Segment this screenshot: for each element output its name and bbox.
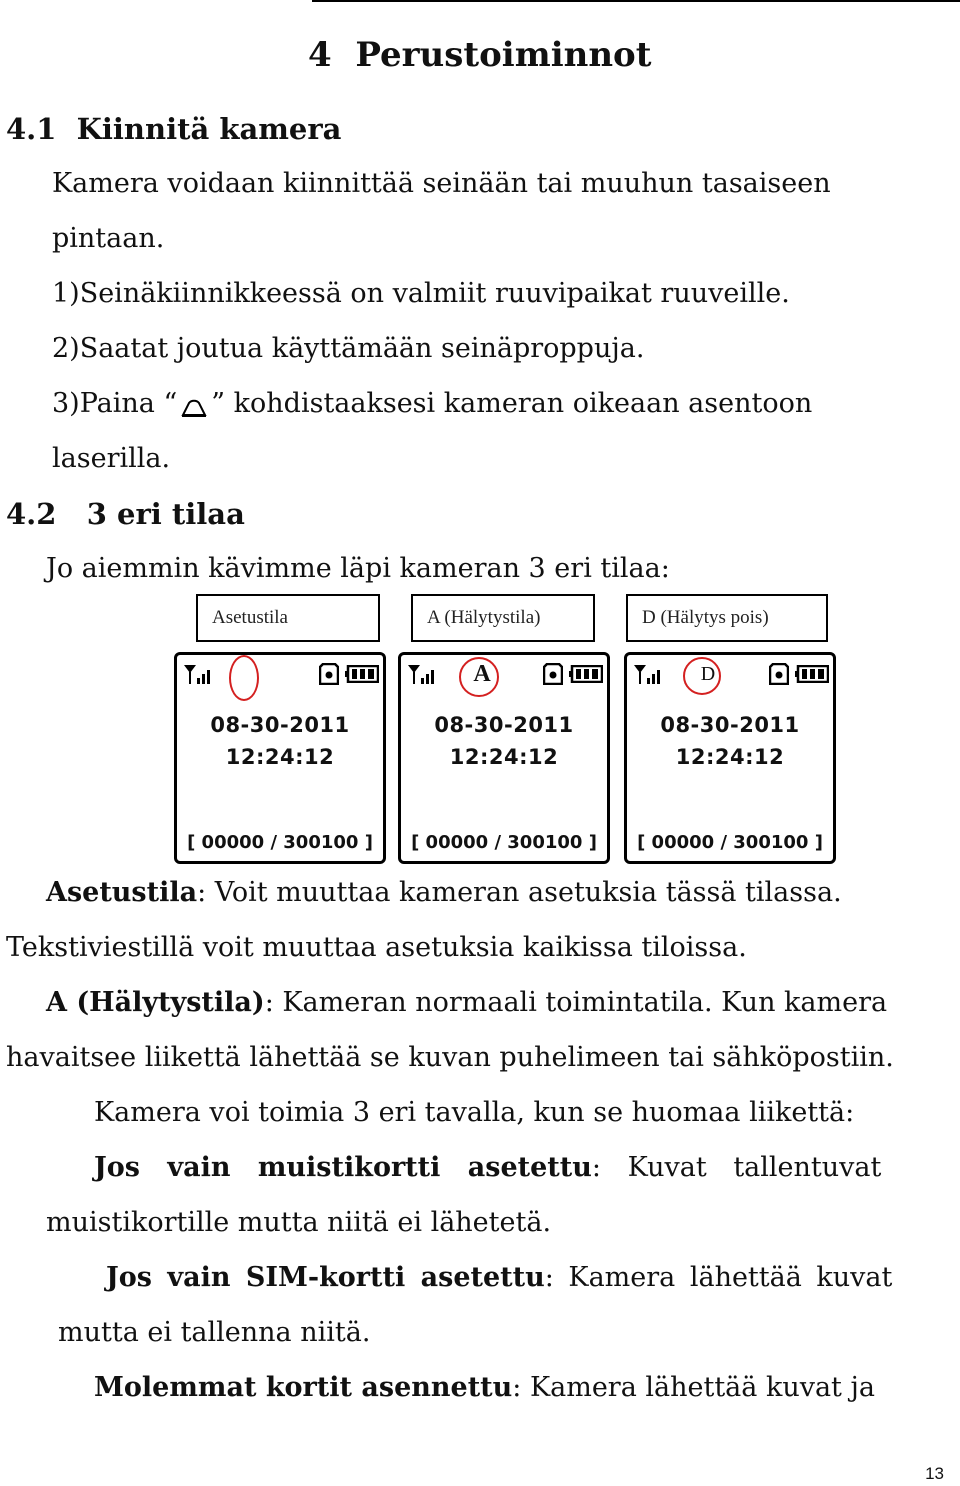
label-setup-mode: Asetustila — [196, 594, 380, 642]
status-bar — [627, 659, 833, 687]
camera-screen-alarm-off — [624, 652, 836, 864]
term-alarm-mode: A (Hälytystila) — [46, 987, 265, 1018]
battery-icon — [569, 665, 603, 683]
sd-card-icon — [319, 663, 339, 685]
status-bar — [401, 659, 607, 687]
step-3-prefix: 3)Paina “ — [52, 388, 178, 419]
photo-counter: [ 00000 / 300100 ] — [637, 832, 823, 853]
step-3-continued: laserilla. — [52, 443, 171, 474]
photo-counter: [ 00000 / 300100 ] — [187, 832, 373, 853]
sd-card-icon — [543, 663, 563, 685]
signal-icon — [633, 663, 663, 685]
both-cards — [94, 1371, 954, 1405]
label-alarm-off-mode: D (Hälytys pois) — [626, 594, 828, 642]
ways-intro: Kamera voi toimia 3 eri tavalla, kun se huomaa liikettä: — [94, 1097, 855, 1128]
step-3 — [52, 387, 812, 421]
term-setup-mode: Asetustila — [46, 877, 198, 908]
top-rule — [312, 0, 960, 2]
highlight-circle — [459, 657, 499, 697]
signal-icon — [183, 663, 213, 685]
mode-indicator: A — [473, 661, 491, 687]
screen-time: 12:24:12 — [675, 745, 785, 769]
label-alarm-mode: A (Hälytystila) — [411, 594, 595, 642]
section-title: Kiinnitä kamera — [76, 112, 342, 146]
term-memory-card-only: Jos vain muistikortti asetettu — [94, 1152, 592, 1183]
paragraph-line: muistikortille mutta niitä ei lähetetä. — [46, 1207, 552, 1238]
screen-time: 12:24:12 — [449, 745, 559, 769]
term-both-cards: Molemmat kortit asennettu — [94, 1372, 513, 1403]
photo-counter: [ 00000 / 300100 ] — [411, 832, 597, 853]
mode-indicator: D — [700, 663, 716, 685]
screen-date: 08-30-2011 — [210, 713, 350, 737]
description-text: : Voit muuttaa kameran asetuksia tässä tilassa. — [197, 877, 842, 908]
battery-icon — [795, 665, 829, 683]
chapter-heading — [308, 35, 652, 75]
chapter-number: 4 — [308, 35, 332, 75]
status-bar — [177, 659, 383, 687]
description-text: : Kamera lähettää kuvat — [544, 1262, 893, 1293]
section-heading-4-1 — [6, 112, 341, 146]
chapter-title: Perustoiminnot — [355, 35, 652, 75]
camera-screen-setup — [174, 652, 386, 864]
sd-card-icon — [769, 663, 789, 685]
signal-icon — [407, 663, 437, 685]
section-heading-4-2 — [6, 497, 245, 531]
step-1: 1)Seinäkiinnikkeessä on valmiit ruuvipaikat ruuveille. — [52, 278, 790, 309]
highlight-circle — [683, 657, 721, 695]
screen-date: 08-30-2011 — [434, 713, 574, 737]
paragraph-line: Tekstiviestillä voit muuttaa asetuksia kaikissa tiloissa. — [6, 932, 747, 963]
step-3-suffix: ” kohdistaaksesi kameran oikeaan asentoon — [211, 388, 813, 419]
paragraph-line: pintaan. — [52, 223, 165, 254]
description-text: : Kameran normaali toimintatila. Kun kamera — [264, 987, 888, 1018]
section-intro: Jo aiemmin kävimme läpi kameran 3 eri tilaa: — [46, 553, 670, 584]
section-number: 4.2 — [6, 497, 57, 531]
step-2: 2)Saatat joutua käyttämään seinäproppuja. — [52, 333, 645, 364]
section-number: 4.1 — [6, 112, 57, 146]
sim-card-only — [106, 1261, 954, 1295]
highlight-circle — [229, 655, 259, 701]
camera-screen-alarm — [398, 652, 610, 864]
paragraph-line: Kamera voidaan kiinnittää seinään tai muuhun tasaiseen — [52, 168, 831, 199]
screen-time: 12:24:12 — [225, 745, 335, 769]
description-text: : Kamera lähettää kuvat ja — [512, 1372, 875, 1403]
description-text: : Kuvat tallentuvat — [591, 1152, 882, 1183]
battery-icon — [345, 665, 379, 683]
section-title: 3 eri tilaa — [86, 497, 245, 531]
paragraph-line: havaitsee liikettä lähettää se kuvan puhelimeen tai sähköpostiin. — [6, 1042, 894, 1073]
memory-card-only — [94, 1151, 954, 1185]
laser-button-icon — [179, 394, 209, 416]
term-sim-card-only: Jos vain SIM-kortti asetettu — [106, 1262, 545, 1293]
screen-date: 08-30-2011 — [660, 713, 800, 737]
page-number: 13 — [925, 1464, 944, 1483]
alarm-mode-description — [46, 986, 954, 1020]
paragraph-line: mutta ei tallenna niitä. — [58, 1317, 371, 1348]
setup-mode-description — [46, 876, 954, 910]
